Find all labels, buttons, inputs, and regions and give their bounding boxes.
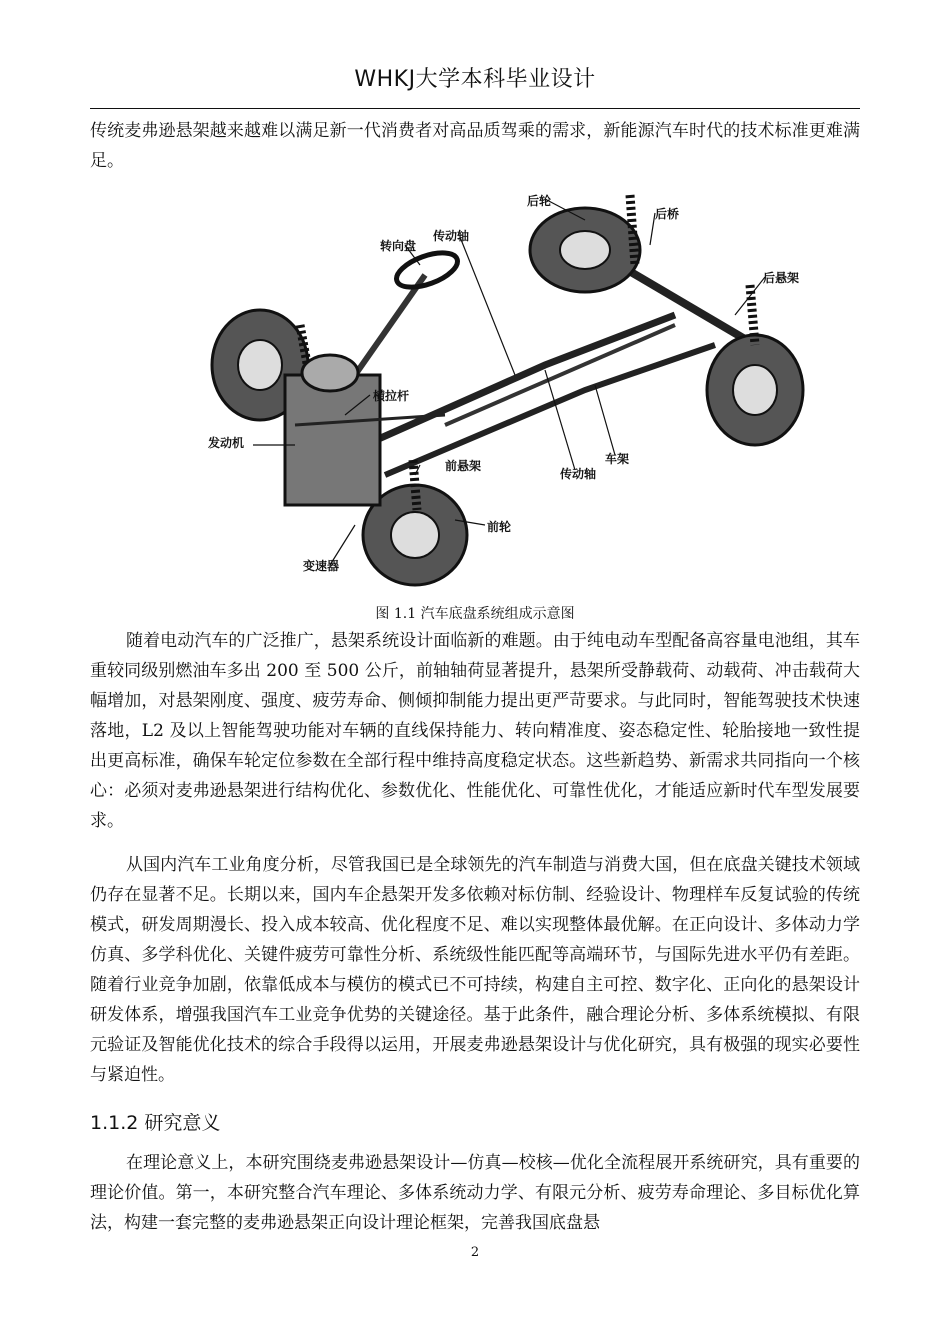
section-heading: 1.1.2 研究意义 — [90, 1112, 221, 1134]
label-driveshaft-bottom: 传动轴 — [560, 467, 597, 481]
intro-paragraph: 传统麦弗逊悬架越来越难以满足新一代消费者对高品质驾乘的需求，新能源汽车时代的技术标准更难满足。 — [90, 121, 860, 171]
label-rear-wheel: 后轮 — [527, 194, 552, 208]
significance-paragraph: 在理论意义上，本研究围绕麦弗逊悬架设计—仿真—校核—优化全流程展开系统研究，具有重要的理论价值。第一，本研究整合汽车理论、多体系统动力学、有限元分析、疲劳寿命理论、多目标优化算法，构建一套完整的麦弗逊悬架正向设计理论框架，完善我国底盘悬 — [90, 1153, 860, 1233]
chassis-figure — [115, 175, 835, 595]
label-frame: 车架 — [605, 452, 630, 466]
label-steering-wheel: 转向盘 — [380, 239, 417, 253]
label-front-suspension: 前悬架 — [445, 459, 482, 473]
chassis-diagram — [115, 175, 835, 595]
page-number: 2 — [470, 1245, 480, 1260]
body-paragraph: 从国内汽车工业角度分析，尽管我国已是全球领先的汽车制造与消费大国，但在底盘关键技术领域仍存在显著不足。长期以来，国内车企悬架开发多依赖对标仿制、经验设计、物理样车反复试验的传统模式，研发周期漫长、投入成本较高、优化程度不足、难以实现整体最优解。在正向设计、多体动力学仿真、多学科优化、关键件疲劳可靠性分析、系统级性能匹配等高端环节，与国际先进水平仍有差距。随着行业竞争加剧，依靠低成本与模仿的模式已不可持续，构建自主可控、数字化、正向化的悬架设计研发体系，增强我国汽车工业竞争优势的关键途径。基于此条件，融合理论分析、多体系统模拟、有限元验证及智能优化技术的综合手段得以运用，开展麦弗逊悬架设计与优化研究，具有极强的现实必要性与紧迫性。 — [90, 855, 860, 1085]
front-spring — [413, 460, 417, 510]
air-filter — [302, 355, 358, 391]
label-transmission: 变速器 — [303, 559, 340, 573]
label-rear-axle: 后桥 — [655, 207, 680, 221]
label-front-wheel: 前轮 — [487, 520, 512, 534]
label-engine: 发动机 — [208, 436, 245, 450]
page-header-title: WHKJ大学本科毕业设计 — [354, 67, 596, 92]
label-driveshaft-top: 传动轴 — [433, 229, 470, 243]
label-tie-rod: 横拉杆 — [373, 389, 410, 403]
figure-caption: 图 1.1 汽车底盘系统组成示意图 — [375, 606, 575, 622]
header-rule — [90, 108, 860, 109]
label-rear-suspension: 后悬架 — [763, 271, 800, 285]
engine-block — [285, 375, 380, 505]
body-paragraph: 随着电动汽车的广泛推广，悬架系统设计面临新的难题。由于纯电动车型配备高容量电池组，其车重较同级别燃油车多出 200 至 500 公斤，前轴轴荷显著提升，悬架所受静载荷、动载荷、冲击载荷大幅增加，对悬架刚度、强度、疲劳寿命、侧倾抑制能力提出更严苛要求。与此同时，智能驾驶技术快速落地，L2 及以上智能驾驶功能对车辆的直线保持能力、转向精准度、姿态稳定性、轮胎接地一致性提出更高标准，确保车轮定位参数在全部行程中维持高度稳定状态。这些新趋势、新需求共同指向一个核心：必须对麦弗逊悬架进行结构优化、参数优化、性能优化、可靠性优化，才能适应新时代车型发展要求。 — [90, 631, 860, 831]
